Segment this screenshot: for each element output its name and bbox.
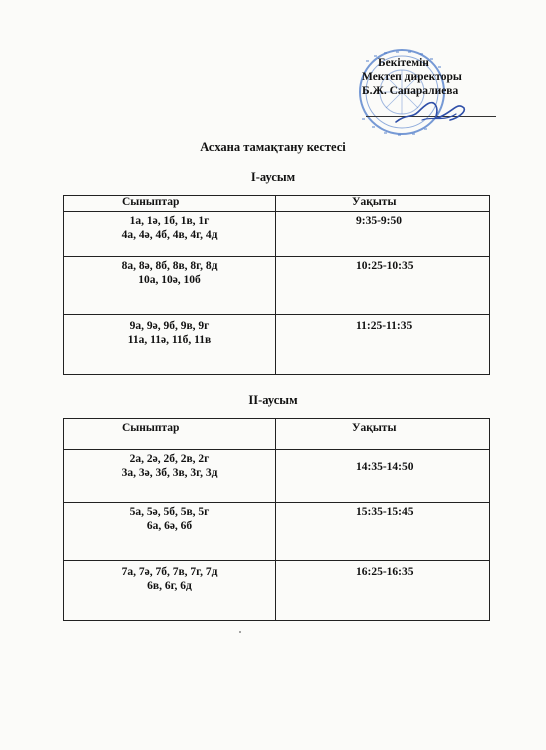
- classes-line: 1а, 1ә, 1б, 1в, 1г: [129, 215, 210, 227]
- classes-line: 3а, 3ә, 3б, 3в, 3г, 3д: [121, 467, 218, 479]
- table-row: [64, 315, 490, 375]
- time-cell: 11:25-11:35: [276, 315, 490, 375]
- classes-cell: [64, 212, 276, 257]
- time-cell: 16:25-16:35: [276, 561, 490, 621]
- classes-line: 11а, 11ә, 11б, 11в: [127, 334, 212, 346]
- column-header-time: Уақыты: [276, 419, 490, 450]
- classes-line: 7а, 7ә, 7б, 7в, 7г, 7д: [121, 566, 218, 578]
- table-row: [64, 450, 490, 503]
- column-header-time: Уақыты: [276, 196, 490, 212]
- classes-line: 8а, 8ә, 8б, 8в, 8г, 8д: [121, 260, 218, 272]
- time-cell: 14:35-14:50: [276, 450, 490, 503]
- handwritten-signature-icon: [392, 92, 472, 132]
- classes-line: 6в, 6г, 6д: [147, 580, 192, 592]
- table-header-row: [64, 419, 490, 450]
- classes-line: 4а, 4ә, 4б, 4в, 4г, 4д: [121, 229, 218, 241]
- classes-line: 6а, 6ә, 6б: [146, 520, 193, 532]
- classes-cell: [64, 315, 276, 375]
- approval-heading: Бекітемін: [378, 57, 429, 69]
- document-title: Асхана тамақтану кестесі: [200, 140, 346, 154]
- time-cell: 15:35-15:45: [276, 503, 490, 561]
- table-row: [64, 561, 490, 621]
- approval-signatory: Б.Ж. Сапаралиева: [362, 85, 459, 97]
- classes-cell: [64, 503, 276, 561]
- table-header-row: [64, 196, 490, 212]
- classes-cell: [64, 450, 276, 503]
- classes-line: 9а, 9ә, 9б, 9в, 9г: [129, 320, 210, 332]
- classes-line: 10а, 10ә, 10б: [138, 274, 201, 286]
- classes-cell: [64, 257, 276, 315]
- classes-line: 5а, 5ә, 5б, 5в, 5г: [129, 506, 210, 518]
- time-cell: 9:35-9:50: [276, 212, 490, 257]
- shift-2-title: ІІ-аусым: [248, 393, 298, 407]
- shift-2-table: [63, 418, 490, 621]
- column-header-classes: Сыныптар: [64, 419, 276, 450]
- time-cell: 10:25-10:35: [276, 257, 490, 315]
- classes-line: 2а, 2ә, 2б, 2в, 2г: [129, 453, 210, 465]
- table-row: [64, 212, 490, 257]
- column-header-classes: Сыныптар: [64, 196, 276, 212]
- scan-speck: [239, 631, 241, 633]
- approval-block: [350, 48, 500, 138]
- shift-1-table: [63, 195, 490, 375]
- approval-position: Мектеп директоры: [362, 71, 462, 83]
- table-row: [64, 503, 490, 561]
- classes-cell: [64, 561, 276, 621]
- shift-1-title: І-аусым: [250, 170, 296, 184]
- table-row: [64, 257, 490, 315]
